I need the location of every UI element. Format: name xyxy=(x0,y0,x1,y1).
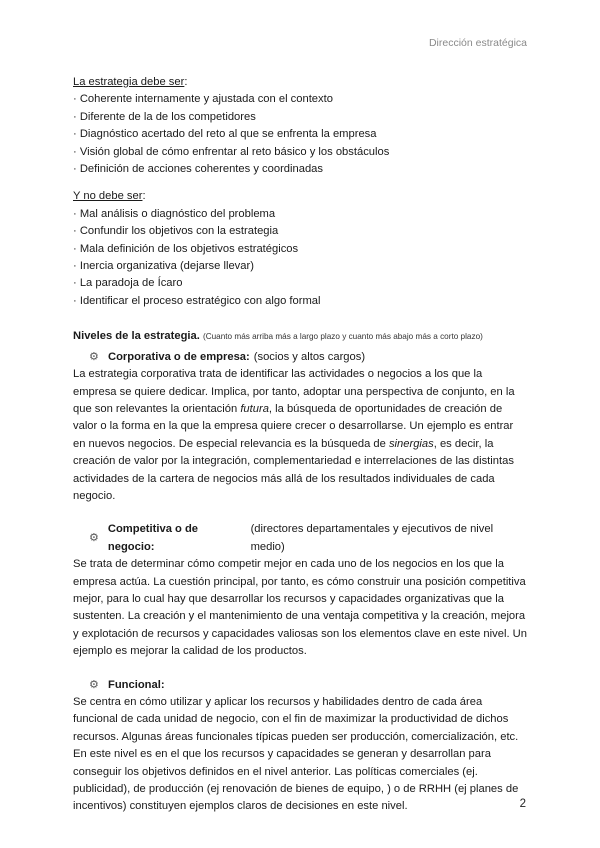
section-note: (Cuanto más arriba más a largo plazo y cuanto más abajo más a corto plazo) xyxy=(202,332,483,342)
list-item: · La paradoja de Ícaro xyxy=(73,277,183,290)
list-item: · Mala definición de los objetivos estratégicos xyxy=(73,242,299,255)
paragraph-competitiva: Se trata de determinar cómo competir mejor en cada uno de los negocios en los que la empresa actúa. La cuestión principal, por tanto, es cómo construir una posición competitiva mejor, para lo cual hay que desarrollar los recursos y capacidades organizativas que la sustenten. La creación y el mantenimiento de una ventaja competitiva y la creación, mejora y explotación de recursos y capacidades valiosas son los elementos clave en este nivel. Un ejemplo es mejorar la calidad de los productos. xyxy=(73,558,527,658)
list-item: · Definición de acciones coherentes y coordinadas xyxy=(73,163,323,176)
debe-ser-heading: La estrategia debe ser: xyxy=(73,76,188,88)
list-item: · Inercia organizativa (dejarse llevar) xyxy=(73,260,254,273)
list-item: · Confundir los objetivos con la estrategia xyxy=(73,225,279,238)
paragraph-corporativa: La estrategia corporativa trata de identificar las actividades o negocios a los que la empresa se quiere dedicar. Implica, por tanto, adoptar una perspectiva de conjunto, en la que son relevantes la orientación futura, la búsqueda de oportunidades de creación de valor o la forma en la que la empresa quiere crecer o desarrollarse. Un ejemplo es entrar en nuevos negocios. De especial relevancia es la búsqueda de sinergias, es decir, la creación de valor por la integración, complementariedad e interrelaciones de las distintas actividades de la cartera de negocios más allá de los resultados individuales de cada negocio. xyxy=(73,368,515,502)
page-number: 2 xyxy=(519,798,526,810)
level-competitiva: ⚙ Competitiva o de negocio: (directores departamentales y ejecutivos de nivel medio) xyxy=(89,523,494,553)
list-item: · Diagnóstico acertado del reto al que se enfrenta la empresa xyxy=(73,128,377,141)
list-item: · Visión global de cómo enfrentar al reto básico y los obstáculos xyxy=(73,145,390,158)
level-funcional: ⚙ Funcional: xyxy=(73,677,528,694)
list-item: · Identificar el proceso estratégico con algo formal xyxy=(73,294,321,307)
list-item: · Diferente de la de los competidores xyxy=(73,110,256,123)
no-debe-ser-heading: Y no debe ser: xyxy=(73,190,146,203)
page-content xyxy=(73,74,528,816)
gear-icon: ⚙ xyxy=(89,350,99,363)
list-item: · Mal análisis o diagnóstico del problema xyxy=(73,207,276,220)
level-corporativa: ⚙ Corporativa o de empresa: (socios y altos cargos) xyxy=(73,349,528,366)
list-item: · Coherente internamente y ajustada con el contexto xyxy=(73,93,333,106)
running-header: Dirección estratégica xyxy=(428,37,527,49)
gear-icon: ⚙ xyxy=(89,678,99,691)
section-heading: Niveles de la estrategia. (Cuanto más arriba más a largo plazo y cuanto más abajo más a corto plazo) xyxy=(73,330,483,343)
gear-icon: ⚙ xyxy=(89,532,99,545)
paragraph-funcional: Se centra en cómo utilizar y aplicar los recursos y habilidades dentro de cada área funcional de cada unidad de negocio, con el fin de maximizar la productividad de dichos recursos. Algunas áreas funcionales típicas pueden ser producción, comercialización, etc. En este nivel es en el que los recursos y capacidades se generan y desarrollan para conseguir los objetivos definidos en el nivel anterior. Las políticas comerciales (ej. publicidad), de producción (ej renovación de bienes de equipo, ) o de RRHH (ej planes de incentivos) constituyen ejemplos claros de decisiones en este nivel. xyxy=(73,696,519,813)
